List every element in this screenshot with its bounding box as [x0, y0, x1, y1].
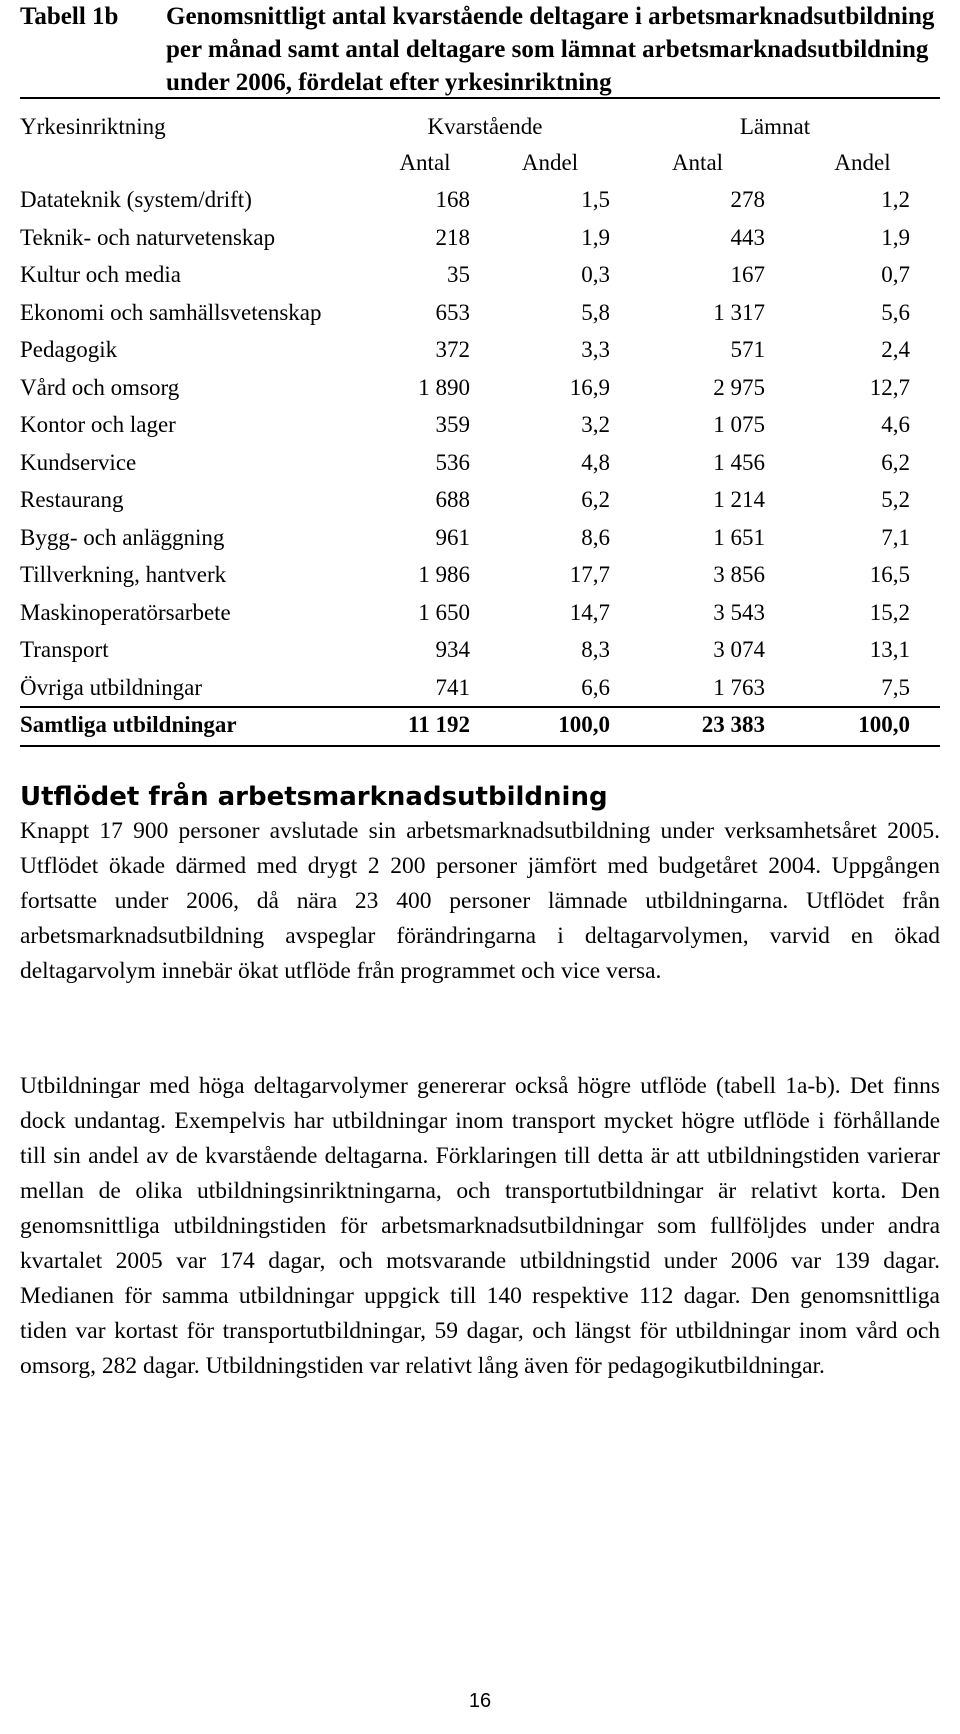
kvarstaende-antal-cell: 218 — [435, 224, 470, 250]
table-top-rule — [20, 97, 940, 99]
lamnat-andel-cell: 16,5 — [869, 562, 910, 588]
lamnat-andel-cell: 6,2 — [881, 449, 910, 475]
lamnat-antal-cell: 1 075 — [713, 412, 765, 438]
kvarstaende-antal-cell: 168 — [435, 187, 470, 213]
column-header-yrkesinriktning: Yrkesinriktning — [20, 114, 166, 139]
table-row — [20, 219, 940, 257]
kvarstaende-andel-cell: 0,3 — [581, 262, 610, 288]
column-group-lamnat: Lämnat — [739, 114, 811, 139]
page-number: 16 — [468, 1690, 492, 1712]
lamnat-antal-cell: 3 856 — [713, 562, 765, 588]
table-row — [20, 632, 940, 670]
kvarstaende-andel-cell: 3,3 — [581, 337, 610, 363]
subheader-antal-kvarstaende: Antal — [399, 149, 451, 175]
lamnat-antal-cell: 3 074 — [713, 637, 765, 663]
table-bottom-rule — [20, 745, 940, 747]
lamnat-antal-cell: 1 456 — [713, 449, 765, 475]
lamnat-andel-cell: 2,4 — [881, 337, 910, 363]
yrkesinriktning-cell: Restaurang — [20, 487, 124, 513]
table-title: Genomsnittligt antal kvarstående deltagare i arbetsmarknadsutbildning per månad samt antal deltagare som lämnat arbetsmarknadsutbildning under 2006, fördelat efter yrkesinriktning — [166, 3, 935, 96]
table-row — [20, 332, 940, 370]
kvarstaende-antal-cell: 934 — [435, 637, 470, 663]
kvarstaende-andel-cell: 1,5 — [581, 187, 610, 213]
kvarstaende-andel-cell: 4,8 — [581, 449, 610, 475]
kvarstaende-antal-cell: 741 — [435, 674, 470, 700]
yrkesinriktning-cell: Ekonomi och samhällsvetenskap — [20, 299, 322, 325]
total-kvarstaende-andel-cell: 100,0 — [558, 711, 610, 737]
kvarstaende-antal-cell: 1 986 — [418, 562, 470, 588]
kvarstaende-andel-cell: 5,8 — [581, 299, 610, 325]
table-row — [20, 519, 940, 557]
yrkesinriktning-cell: Tillverkning, hantverk — [20, 562, 227, 588]
lamnat-andel-cell: 12,7 — [869, 374, 910, 400]
yrkesinriktning-cell: Teknik- och naturvetenskap — [20, 224, 276, 250]
yrkesinriktning-cell: Datateknik (system/drift) — [20, 187, 252, 213]
kvarstaende-antal-cell: 359 — [435, 412, 470, 438]
data-table — [20, 110, 940, 743]
lamnat-andel-cell: 1,9 — [881, 224, 910, 250]
kvarstaende-antal-cell: 35 — [447, 262, 470, 288]
paragraph-1: Knappt 17 900 personer avslutade sin arbetsmarknadsutbildning under verksamhetsåret 2005. Utflödet ökade därmed med drygt 2 200 personer jämfört med budgetåret 2004. Uppgången fortsatte under 2006, då nära 23 400 personer lämnade utbildningarna. Utflödet från arbetsmarknadsutbildning avspeglar förändringarna i deltagarvolymen, varvid en ökad deltagarvolym innebär ökat utflöde från programmet och vice versa. — [20, 817, 940, 984]
table-total-row — [20, 707, 940, 743]
kvarstaende-andel-cell: 16,9 — [569, 374, 610, 400]
lamnat-antal-cell: 1 651 — [713, 524, 765, 550]
lamnat-andel-cell: 0,7 — [881, 262, 910, 288]
kvarstaende-antal-cell: 536 — [435, 449, 470, 475]
table-row — [20, 294, 940, 332]
table-row — [20, 669, 940, 707]
table-header-row — [20, 110, 940, 144]
lamnat-antal-cell: 571 — [730, 337, 765, 363]
table-row — [20, 444, 940, 482]
lamnat-andel-cell: 5,2 — [881, 487, 910, 513]
table-total-top-rule — [20, 706, 940, 708]
lamnat-andel-cell: 13,1 — [869, 637, 910, 663]
lamnat-andel-cell: 4,6 — [881, 412, 910, 438]
table-row — [20, 407, 940, 445]
total-lamnat-andel-cell: 100,0 — [858, 711, 910, 737]
lamnat-antal-cell: 2 975 — [713, 374, 765, 400]
table-label: Tabell 1b — [20, 3, 119, 30]
kvarstaende-antal-cell: 688 — [435, 487, 470, 513]
kvarstaende-andel-cell: 17,7 — [569, 562, 610, 588]
kvarstaende-andel-cell: 14,7 — [569, 599, 610, 625]
yrkesinriktning-cell: Övriga utbildningar — [20, 674, 203, 700]
table-subheader-row — [20, 144, 940, 182]
yrkesinriktning-cell: Kultur och media — [20, 262, 181, 288]
kvarstaende-antal-cell: 653 — [435, 299, 470, 325]
kvarstaende-andel-cell: 3,2 — [581, 412, 610, 438]
kvarstaende-antal-cell: 961 — [435, 524, 470, 550]
subheader-antal-lamnat: Antal — [671, 149, 724, 175]
column-group-kvarstaende: Kvarstående — [427, 114, 543, 139]
table-row — [20, 257, 940, 295]
subheader-andel-kvarstaende: Andel — [521, 149, 579, 175]
lamnat-antal-cell: 443 — [730, 224, 765, 250]
lamnat-antal-cell: 167 — [730, 262, 765, 288]
yrkesinriktning-cell: Transport — [20, 637, 109, 663]
lamnat-antal-cell: 1 214 — [713, 487, 765, 513]
table-row — [20, 482, 940, 520]
subheader-andel-lamnat: Andel — [834, 149, 891, 175]
yrkesinriktning-cell: Kundservice — [20, 449, 137, 475]
yrkesinriktning-cell: Pedagogik — [20, 337, 118, 363]
lamnat-antal-cell: 1 763 — [713, 674, 765, 700]
kvarstaende-andel-cell: 1,9 — [581, 224, 610, 250]
table-row — [20, 594, 940, 632]
section-heading: Utflödet från arbetsmarknadsutbildning — [20, 782, 608, 812]
paragraph-2: Utbildningar med höga deltagarvolymer genererar också högre utflöde (tabell 1a-b). Det finns dock undantag. Exempelvis har utbildningar inom transport mycket högre utflöde i förhållande till sin andel av de kvarstående deltagarna. Förklaringen till detta är att utbildningstiden varierar mellan de olika utbildningsinriktningarna, och transportutbildningar är relativt korta. Den genomsnittliga utbildningstiden för arbetsmarknadsutbildningar som fullföljdes under andra kvartalet 2005 var 174 dagar, och motsvarande utbildningstid under 2006 var 139 dagar. Medianen för samma utbildningar uppgick till 140 respektive 112 dagar. Den genomsnittliga tiden var kortast för transportutbildningar, 59 dagar, och längst för utbildningar inom vård och omsorg, 282 dagar. Utbildningstiden var relativt lång även för pedagogikutbildningar. — [20, 1072, 940, 1379]
lamnat-andel-cell: 7,5 — [881, 674, 910, 700]
table-row — [20, 369, 940, 407]
kvarstaende-antal-cell: 1 650 — [418, 599, 470, 625]
kvarstaende-andel-cell: 8,6 — [581, 524, 610, 550]
yrkesinriktning-cell: Vård och omsorg — [20, 374, 180, 400]
lamnat-andel-cell: 15,2 — [869, 599, 910, 625]
total-kvarstaende-antal-cell: 11 192 — [408, 711, 470, 737]
total-yrkesinriktning-cell: Samtliga utbildningar — [20, 711, 237, 737]
yrkesinriktning-cell: Kontor och lager — [20, 412, 176, 438]
kvarstaende-antal-cell: 372 — [435, 337, 470, 363]
lamnat-antal-cell: 1 317 — [713, 299, 765, 325]
lamnat-andel-cell: 7,1 — [881, 524, 910, 550]
kvarstaende-andel-cell: 6,6 — [581, 674, 610, 700]
total-lamnat-antal-cell: 23 383 — [701, 711, 765, 737]
lamnat-andel-cell: 1,2 — [881, 187, 910, 213]
kvarstaende-andel-cell: 8,3 — [581, 637, 610, 663]
kvarstaende-antal-cell: 1 890 — [418, 374, 470, 400]
kvarstaende-andel-cell: 6,2 — [581, 487, 610, 513]
table-row — [20, 182, 940, 220]
lamnat-antal-cell: 3 543 — [713, 599, 765, 625]
yrkesinriktning-cell: Bygg- och anläggning — [20, 524, 225, 550]
lamnat-antal-cell: 278 — [730, 187, 765, 213]
table-row — [20, 557, 940, 595]
lamnat-andel-cell: 5,6 — [881, 299, 910, 325]
yrkesinriktning-cell: Maskinoperatörsarbete — [20, 599, 231, 625]
